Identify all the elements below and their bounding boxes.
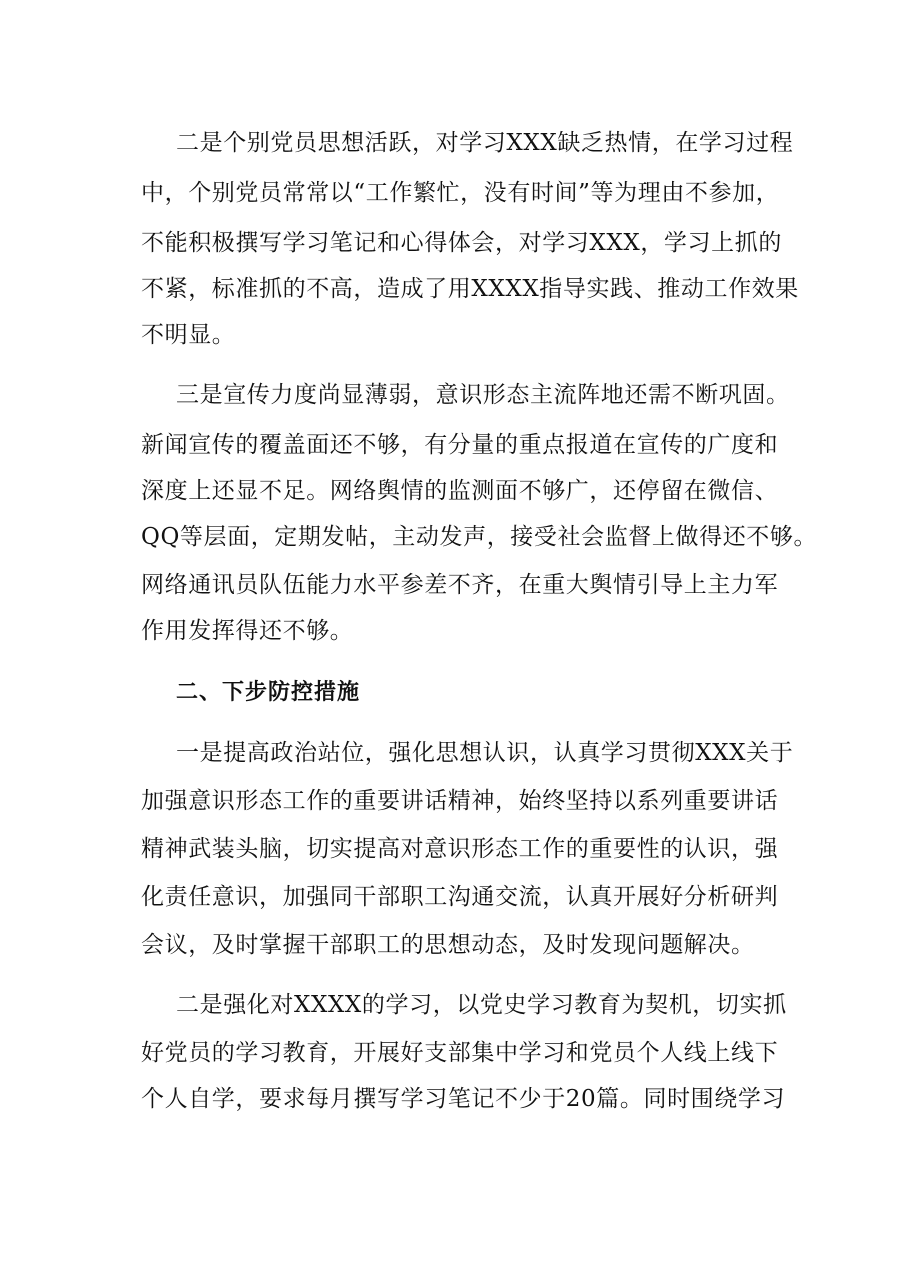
paragraph-2-line-4: QQ等层面，定期发帖，主动发声，接受社会监督上做得还不够。 bbox=[141, 524, 818, 550]
paragraph-2-line-2: 新闻宣传的覆盖面还不够，有分量的重点报道在宣传的广度和 bbox=[141, 432, 779, 458]
paragraph-3-line-2: 加强意识形态工作的重要讲话精神，始终坚持以系列重要讲话 bbox=[141, 788, 779, 814]
paragraph-3-line-1: 一是提高政治站位，强化思想认识，认真学习贯彻XXX关于 bbox=[176, 740, 794, 766]
section-heading: 二、下步防控措施 bbox=[176, 680, 361, 705]
paragraph-4-line-1: 二是强化对XXXX的学习，以党史学习教育为契机，切实抓 bbox=[176, 992, 787, 1018]
paragraph-1-line-3: 不能积极撰写学习笔记和心得体会，对学习XXX，学习上抓的 bbox=[141, 230, 782, 256]
paragraph-3-line-3: 精神武装头脑，切实提高对意识形态工作的重要性的认识，强 bbox=[141, 836, 779, 862]
paragraph-1-line-2: 中，个别党员常常以“工作繁忙，没有时间”等为理由不参加， bbox=[141, 180, 780, 206]
paragraph-4-line-2: 好党员的学习教育，开展好支部集中学习和党员个人线上线下 bbox=[141, 1040, 779, 1066]
paragraph-1-line-1: 二是个别党员思想活跃，对学习XXX缺乏热情，在学习过程 bbox=[176, 130, 794, 156]
paragraph-3-line-4: 化责任意识，加强同干部职工沟通交流，认真开展好分析研判 bbox=[141, 884, 779, 910]
paragraph-1-line-5: 不明显。 bbox=[141, 322, 236, 348]
paragraph-1-line-4: 不紧，标准抓的不高，造成了用XXXX指导实践、推动工作效果 bbox=[141, 276, 799, 302]
paragraph-2-line-1: 三是宣传力度尚显薄弱，意识形态主流阵地还需不断巩固。 bbox=[176, 382, 790, 408]
paragraph-2-line-5: 网络通讯员队伍能力水平参差不齐，在重大舆情引导上主力军 bbox=[141, 572, 779, 598]
paragraph-2-line-3: 深度上还显不足。网络舆情的监测面不够广，还停留在微信、 bbox=[141, 478, 779, 504]
paragraph-2-line-6: 作用发挥得还不够。 bbox=[141, 618, 354, 644]
paragraph-4-line-3: 个人自学，要求每月撰写学习笔记不少于20篇。同时围绕学习 bbox=[141, 1086, 786, 1112]
paragraph-3-line-5: 会议，及时掌握干部职工的思想动态，及时发现问题解决。 bbox=[141, 932, 755, 958]
